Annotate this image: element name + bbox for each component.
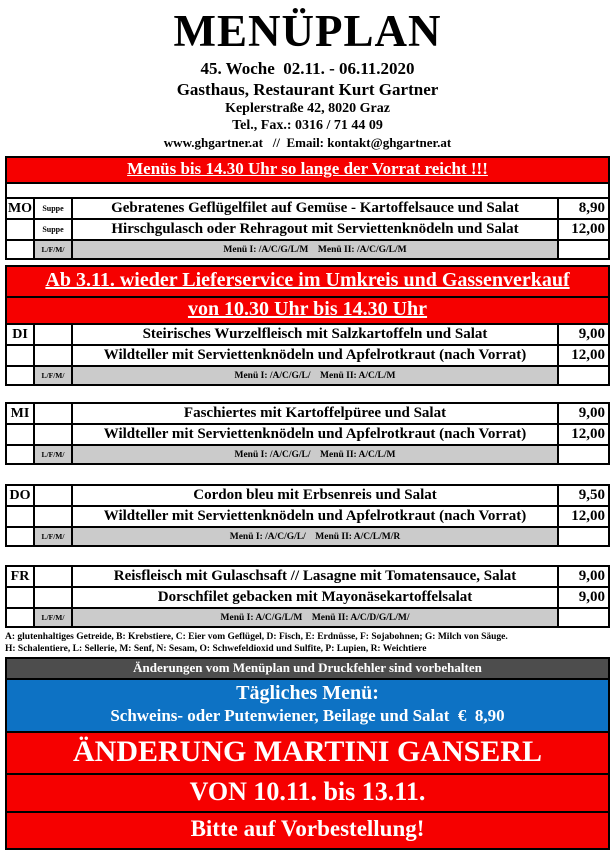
- menu-row: [6, 403, 609, 424]
- day-cell: [6, 240, 34, 259]
- menu-row: [6, 345, 609, 366]
- allergen-row: [6, 608, 609, 627]
- allergen-label-cell: L/F/M/: [34, 527, 72, 546]
- week-range: 45. Woche 02.11. - 06.11.2020: [200, 59, 415, 79]
- dish-cell: Cordon bleu mit Erbsenreis und Salat: [72, 485, 558, 506]
- day-cell: [6, 445, 34, 464]
- delivery-banner-line2: [5, 296, 610, 325]
- dish-cell: Wildteller mit Serviettenknödeln und Apfelrotkraut (nach Vorrat): [72, 506, 558, 527]
- price-cell: [558, 366, 609, 385]
- website-email: www.ghgartner.at // Email: kontakt@ghgartner.at: [163, 135, 452, 151]
- price-cell: 12,00: [558, 345, 609, 366]
- price-cell: [558, 240, 609, 259]
- allergen-label-cell: L/F/M/: [34, 608, 72, 627]
- price-cell: [558, 608, 609, 627]
- course-label-cell: [34, 506, 72, 527]
- delivery-banner-text2: von 10.30 Uhr bis 14.30 Uhr: [187, 298, 428, 321]
- allergen-info-cell: Menü I: /A/C/G/L/ Menü II: A/C/L/M: [72, 445, 558, 464]
- hours-banner-text: Menüs bis 14.30 Uhr so lange der Vorrat reicht !!!: [127, 159, 488, 179]
- delivery-banner-line1: [5, 265, 610, 298]
- menu-row: [6, 424, 609, 445]
- allergen-row: [6, 527, 609, 546]
- day-cell: [6, 366, 34, 385]
- course-label-cell: Suppe: [34, 198, 72, 219]
- allergen-label-cell: L/F/M/: [34, 240, 72, 259]
- price-cell: 9,00: [558, 403, 609, 424]
- course-label-cell: [34, 566, 72, 587]
- allergen-info-cell: Menü I: /A/C/G/L/ Menü II: A/C/L/M: [72, 366, 558, 385]
- announcement-line2: VON 10.11. bis 13.11.: [7, 773, 608, 811]
- day-cell: [6, 219, 34, 240]
- menu-table-thursday: [5, 484, 610, 547]
- disclaimer-banner: Änderungen vom Menüplan und Druckfehler sind vorbehalten: [5, 657, 610, 680]
- price-cell: [558, 527, 609, 546]
- allergen-row: [6, 240, 609, 259]
- spacer-row: [5, 184, 610, 197]
- menu-row: [6, 506, 609, 527]
- daily-menu-text: Schweins- oder Putenwiener, Beilage und Salat € 8,90: [110, 706, 505, 726]
- dish-cell: Hirschgulasch oder Rehragout mit Serviettenknödeln und Salat: [72, 219, 558, 240]
- announcement-line3: Bitte auf Vorbestellung!: [7, 811, 608, 848]
- day-cell: FR: [6, 566, 34, 587]
- day-cell: MO: [6, 198, 34, 219]
- course-label-cell: [34, 403, 72, 424]
- allergen-legend-line2: H: Schalentiere, L: Sellerie, M: Senf, N: Sesam, O: Schwefeldioxid und Sulfite, P: Lupien, R: Weichtiere: [5, 644, 427, 655]
- restaurant-address: Keplerstraße 42, 8020 Graz: [225, 101, 390, 117]
- price-cell: 9,00: [558, 566, 609, 587]
- course-label-cell: [34, 587, 72, 608]
- day-cell: [6, 587, 34, 608]
- delivery-banner-text1: Ab 3.11. wieder Lieferservice im Umkreis und Gassenverkauf: [45, 269, 570, 292]
- page-title: MENÜPLAN: [173, 6, 442, 56]
- allergen-label-cell: L/F/M/: [34, 366, 72, 385]
- allergen-info-cell: Menü I: A/C/G/L/M Menü II: A/C/D/G/L/M/: [72, 608, 558, 627]
- price-cell: [558, 445, 609, 464]
- day-cell: DI: [6, 324, 34, 345]
- day-cell: [6, 608, 34, 627]
- allergen-info-cell: Menü I: /A/C/G/L/M Menü II: /A/C/G/L/M: [72, 240, 558, 259]
- menu-row: [6, 198, 609, 219]
- course-label-cell: [34, 324, 72, 345]
- price-cell: 12,00: [558, 424, 609, 445]
- course-label-cell: Suppe: [34, 219, 72, 240]
- day-cell: MI: [6, 403, 34, 424]
- day-cell: [6, 506, 34, 527]
- hours-banner: [5, 156, 610, 184]
- price-cell: 8,90: [558, 198, 609, 219]
- price-cell: 9,50: [558, 485, 609, 506]
- menu-row: [6, 485, 609, 506]
- dish-cell: Wildteller mit Serviettenknödeln und Apfelrotkraut (nach Vorrat): [72, 345, 558, 366]
- menu-row: [6, 587, 609, 608]
- dish-cell: Wildteller mit Serviettenknödeln und Apfelrotkraut (nach Vorrat): [72, 424, 558, 445]
- dish-cell: Steirisches Wurzelfleisch mit Salzkartoffeln und Salat: [72, 324, 558, 345]
- announcement-banner: [5, 731, 610, 850]
- daily-menu-banner: [5, 678, 610, 733]
- day-cell: DO: [6, 485, 34, 506]
- price-cell: 9,00: [558, 324, 609, 345]
- menu-table-friday: [5, 565, 610, 628]
- allergen-row: [6, 445, 609, 464]
- course-label-cell: [34, 424, 72, 445]
- dish-cell: Reisfleisch mit Gulaschsaft // Lasagne mit Tomatensauce, Salat: [72, 566, 558, 587]
- allergen-label-cell: L/F/M/: [34, 445, 72, 464]
- day-cell: [6, 345, 34, 366]
- allergen-legend: [5, 631, 610, 655]
- day-cell: [6, 527, 34, 546]
- price-cell: 12,00: [558, 506, 609, 527]
- menu-table-tuesday: [5, 323, 610, 386]
- course-label-cell: [34, 345, 72, 366]
- menu-document: [5, 0, 610, 850]
- restaurant-name: Gasthaus, Restaurant Kurt Gartner: [176, 80, 439, 100]
- document-header: [5, 6, 610, 151]
- day-cell: [6, 424, 34, 445]
- phone-fax: Tel., Fax.: 0316 / 71 44 09: [232, 118, 383, 134]
- allergen-info-cell: Menü I: /A/C/G/L/ Menü II: A/C/L/M/R: [72, 527, 558, 546]
- allergen-legend-line1: A: glutenhaltiges Getreide, B: Krebstiere, C: Eier vom Geflügel, D: Fisch, E: Erdnüsse, F: Sojabohnen; G: Milch von Säuge.: [5, 632, 508, 643]
- dish-cell: Faschiertes mit Kartoffelpüree und Salat: [72, 403, 558, 424]
- menu-table-wednesday: [5, 402, 610, 465]
- dish-cell: Dorschfilet gebacken mit Mayonäsekartoffelsalat: [72, 587, 558, 608]
- price-cell: 12,00: [558, 219, 609, 240]
- menu-row: [6, 219, 609, 240]
- course-label-cell: [34, 485, 72, 506]
- menu-row: [6, 566, 609, 587]
- price-cell: 9,00: [558, 587, 609, 608]
- announcement-line1: ÄNDERUNG MARTINI GANSERL: [73, 735, 542, 769]
- daily-menu-title: Tägliches Menü:: [236, 682, 379, 705]
- menu-row: [6, 324, 609, 345]
- dish-cell: Gebratenes Geflügelfilet auf Gemüse - Kartoffelsauce und Salat: [72, 198, 558, 219]
- menu-table-monday: [5, 197, 610, 260]
- allergen-row: [6, 366, 609, 385]
